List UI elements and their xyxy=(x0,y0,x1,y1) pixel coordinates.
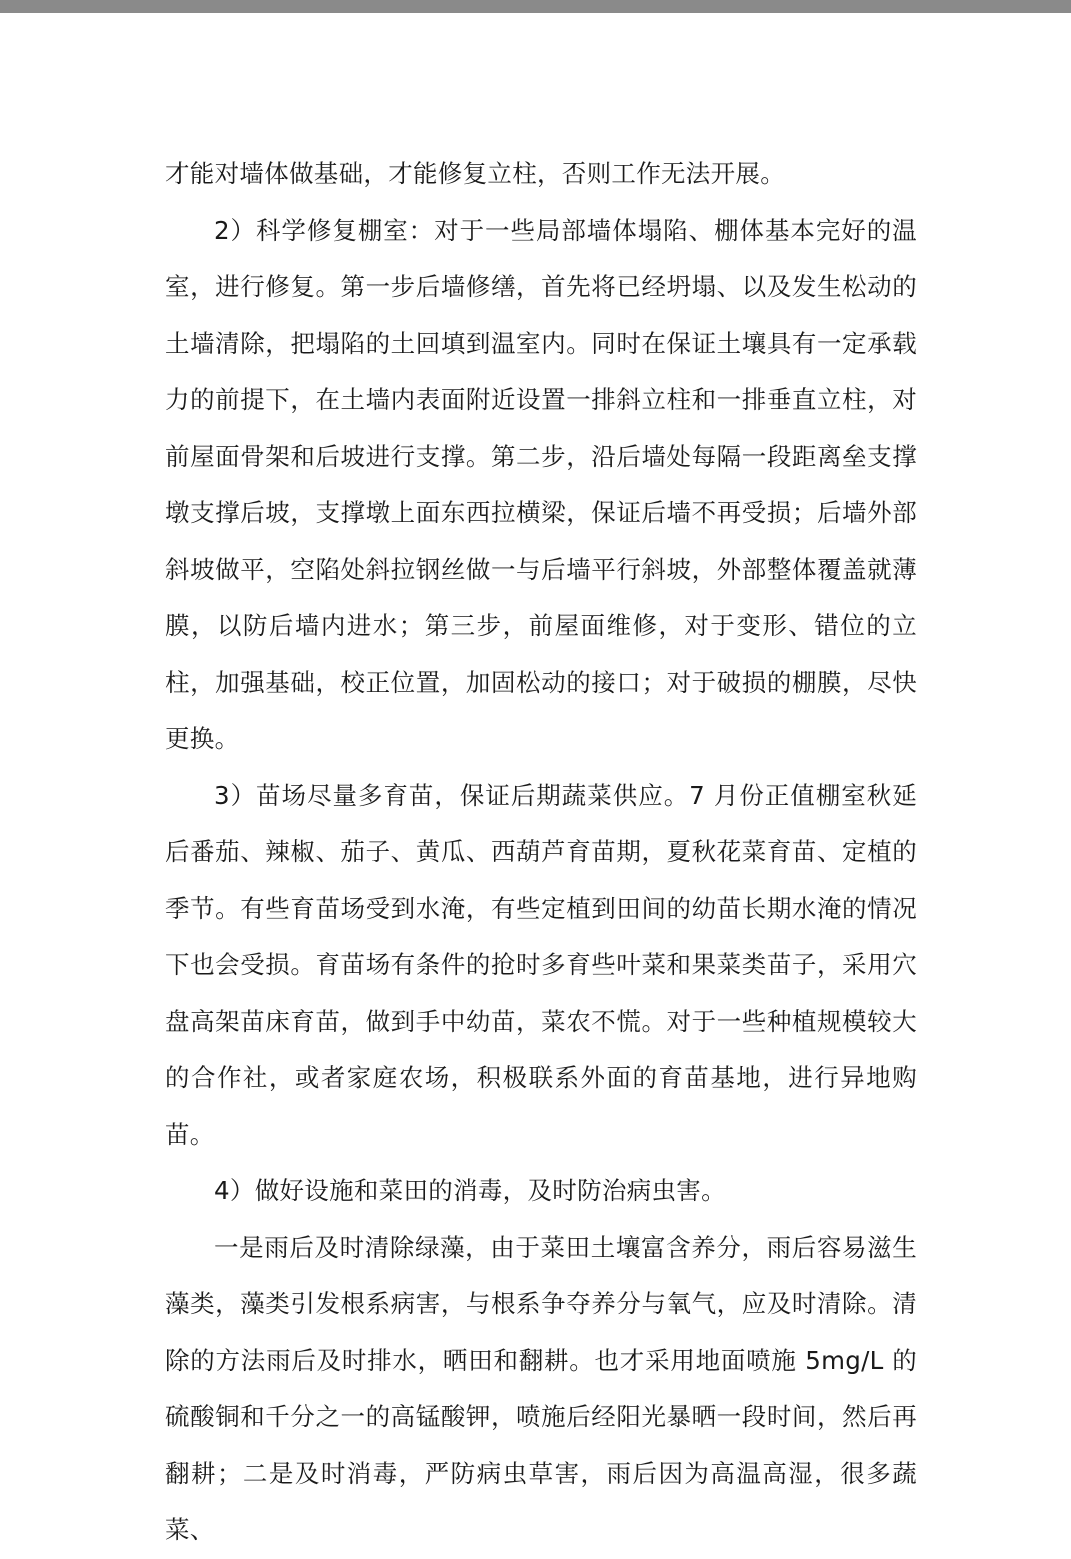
paragraph-continuation: 才能对墙体做基础，才能修复立柱，否则工作无法开展。 xyxy=(165,159,785,188)
paragraph-seedling-supply: 3）苗场尽量多育苗，保证后期蔬菜供应。7 月份正值棚室秋延后番茄、辣椒、茄子、黄瓜、西葫芦育苗期，夏秋花菜育苗、定植的季节。有些育苗场受到水淹，有些定植到田间的幼苗长期水淹的情况下也会受损。育苗场有条件的抢时多育些叶菜和果菜类苗子，采用穴盘高架苗床育苗，做到手中幼苗，菜农不慌。对于一些种植规模较大的合作社，或者家庭农场，积极联系外面的育苗基地，进行异地购苗。 xyxy=(165,780,917,1149)
paragraph-disinfection-heading: 4）做好设施和菜田的消毒，及时防治病虫害。 xyxy=(214,1176,726,1205)
document-page xyxy=(165,146,917,1559)
top-border-bar xyxy=(0,0,1071,13)
paragraph-greenhouse-repair: 2）科学修复棚室：对于一些局部墙体塌陷、棚体基本完好的温室，进行修复。第一步后墙修缮，首先将已经坍塌、以及发生松动的土墙清除，把塌陷的土回填到温室内。同时在保证土壤具有一定承载力的前提下，在土墙内表面附近设置一排斜立柱和一排垂直立柱，对前屋面骨架和后坡进行支撑。第二步，沿后墙处每隔一段距离垒支撑墩支撑后坡，支撑墩上面东西拉横梁，保证后墙不再受损；后墙外部斜坡做平，空陷处斜拉钢丝做一与后墙平行斜坡，外部整体覆盖就薄膜，以防后墙内进水；第三步，前屋面维修，对于变形、错位的立柱，加强基础，校正位置，加固松动的接口；对于破损的棚膜，尽快更换。 xyxy=(165,215,917,753)
paragraph-algae-removal: 一是雨后及时清除绿藻，由于菜田土壤富含养分，雨后容易滋生藻类，藻类引发根系病害，与根系争夺养分与氧气，应及时清除。清除的方法雨后及时排水，晒田和翻耕。也才采用地面喷施 5mg/L 的硫酸铜和千分之一的高锰酸钾，喷施后经阳光暴晒一段时间，然后再翻耕；二是及时消毒，严防病虫草害，雨后因为高温高湿，很多蔬菜、 xyxy=(165,1232,917,1544)
